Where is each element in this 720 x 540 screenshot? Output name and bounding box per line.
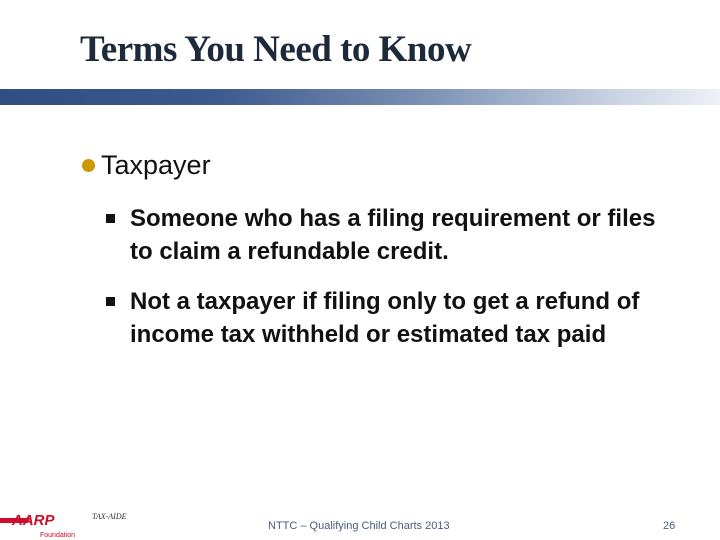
sub-bullet-1: [106, 202, 660, 268]
bullet-label: Taxpayer: [101, 150, 211, 180]
footer-note: NTTC – Qualifying Child Charts 2013: [268, 520, 450, 532]
aarp-foundation-logo: [0, 510, 90, 540]
sub-bullet-text: Someone who has a filing requirement or files to claim a refundable credit.: [130, 205, 656, 265]
bullet-dot-icon: [82, 159, 95, 172]
page-number: 26: [663, 520, 676, 532]
square-bullet-icon: [106, 214, 115, 223]
aarp-logo-text: AARP: [12, 512, 55, 529]
tax-aide-label: TAX-AIDE: [92, 512, 127, 521]
title-underline-bar: [0, 89, 720, 105]
sub-bullet-text: Not a taxpayer if filing only to get a refund of income tax withheld or estimated tax paid: [130, 288, 640, 348]
aarp-logo-subtext: Foundation: [40, 532, 76, 539]
sub-bullet-2: [106, 285, 660, 351]
slide-title: Terms You Need to Know: [80, 29, 472, 70]
bullet-taxpayer: [82, 150, 211, 181]
square-bullet-icon: [106, 297, 115, 306]
